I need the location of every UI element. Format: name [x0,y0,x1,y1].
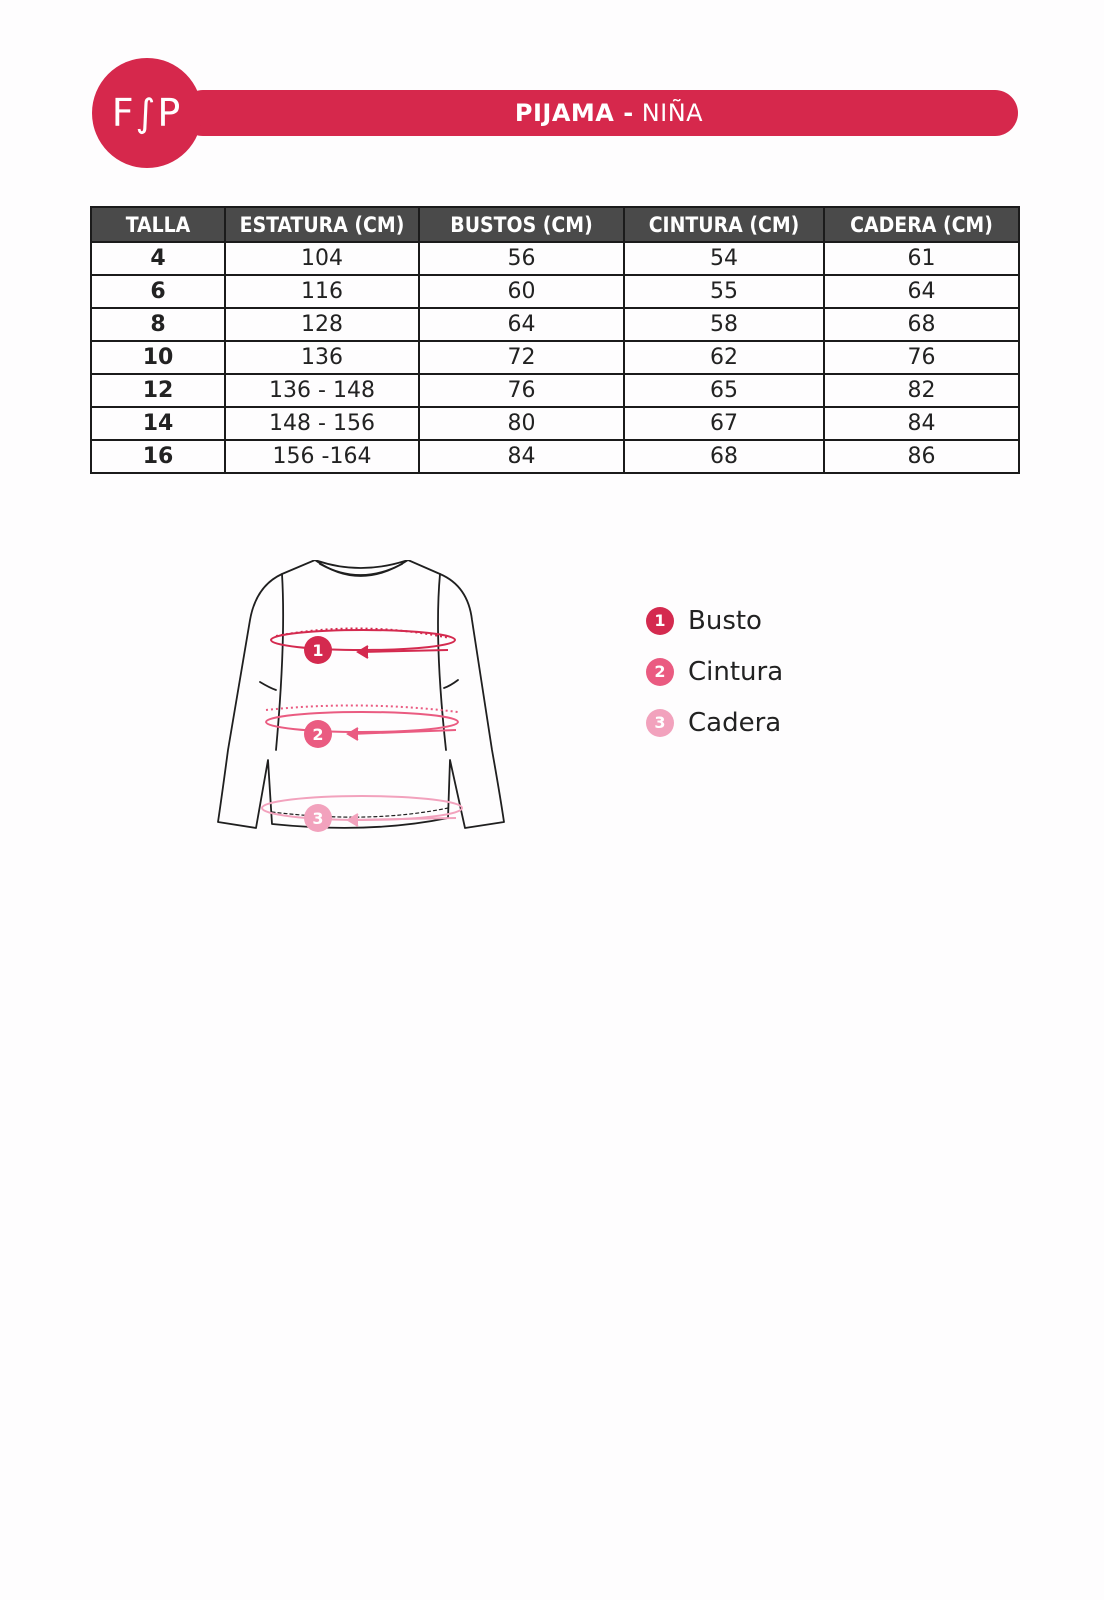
shirt-outline [218,560,504,828]
measure-badge-3-label: 3 [312,809,324,828]
legend-badge-1: 1 [646,607,674,635]
size-cell: 4 [91,242,225,275]
waist-measure-line [266,705,458,740]
bust-measure-line [271,628,455,658]
col-header-talla: TALLA [91,207,225,242]
size-cell: 8 [91,308,225,341]
size-cell: 16 [91,440,225,473]
height-cell: 136 - 148 [225,374,419,407]
hip-cell: 82 [824,374,1019,407]
bust-cell: 76 [419,374,624,407]
bust-cell: 80 [419,407,624,440]
bust-cell: 64 [419,308,624,341]
hip-cell: 61 [824,242,1019,275]
measure-badge-1-label: 1 [312,641,324,660]
legend-badge-2: 2 [646,658,674,686]
waist-cell: 65 [624,374,824,407]
hip-cell: 86 [824,440,1019,473]
size-cell: 10 [91,341,225,374]
waist-cell: 67 [624,407,824,440]
title-product: PIJAMA - [514,99,634,127]
waist-cell: 62 [624,341,824,374]
legend-label-busto: Busto [688,605,762,636]
pajama-shirt-diagram [210,560,520,860]
waist-cell: 58 [624,308,824,341]
table-row [91,440,1019,473]
table-row [91,374,1019,407]
logo-text: F∫P [111,91,183,135]
waist-cell: 55 [624,275,824,308]
table-header-row [91,207,1019,242]
size-cell: 14 [91,407,225,440]
legend-item-cintura [646,646,783,697]
bust-cell: 72 [419,341,624,374]
col-header-cintura: CINTURA (CM) [624,207,824,242]
height-cell: 116 [225,275,419,308]
hip-cell: 68 [824,308,1019,341]
table-row [91,275,1019,308]
legend-badge-3: 3 [646,709,674,737]
hip-cell: 76 [824,341,1019,374]
waist-cell: 54 [624,242,824,275]
height-cell: 136 [225,341,419,374]
height-cell: 156 -164 [225,440,419,473]
size-cell: 6 [91,275,225,308]
title-banner [180,90,1018,136]
table-row [91,308,1019,341]
measurement-legend [646,595,783,748]
legend-item-cadera [646,697,783,748]
legend-label-cadera: Cadera [688,707,782,738]
height-cell: 148 - 156 [225,407,419,440]
hip-cell: 64 [824,275,1019,308]
col-header-cadera: CADERA (CM) [824,207,1019,242]
col-header-estatura: ESTATURA (CM) [225,207,419,242]
table-row [91,242,1019,275]
bust-cell: 60 [419,275,624,308]
legend-item-busto [646,595,783,646]
height-cell: 128 [225,308,419,341]
bust-cell: 84 [419,440,624,473]
waist-cell: 68 [624,440,824,473]
height-cell: 104 [225,242,419,275]
hip-cell: 84 [824,407,1019,440]
table-row [91,407,1019,440]
title-gender: NIÑA [641,99,704,127]
brand-logo [92,58,202,168]
measure-badge-2-label: 2 [312,725,324,744]
size-cell: 12 [91,374,225,407]
legend-label-cintura: Cintura [688,656,784,687]
bust-cell: 56 [419,242,624,275]
size-table [90,206,1020,474]
table-row [91,341,1019,374]
col-header-bustos: BUSTOS (CM) [419,207,624,242]
